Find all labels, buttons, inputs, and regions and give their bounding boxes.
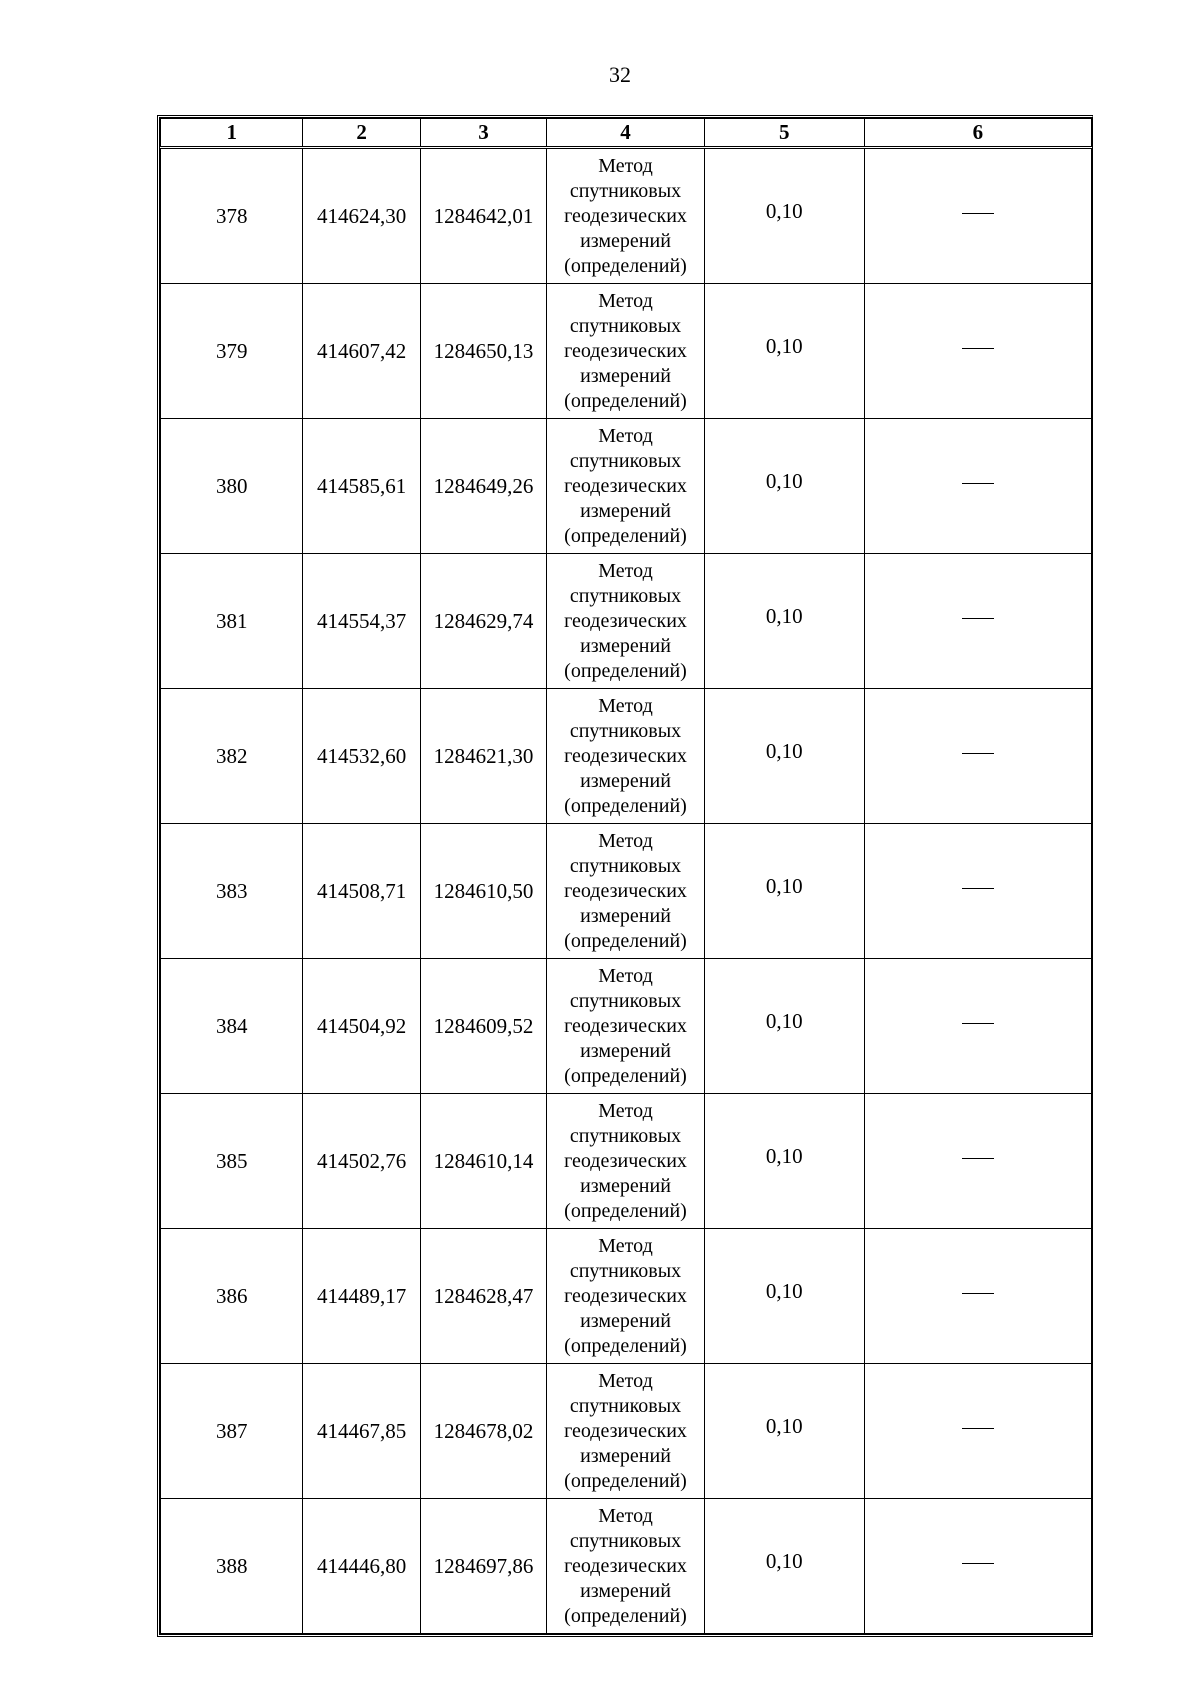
y-coordinate-cell: 1284610,14	[420, 1094, 547, 1229]
table-body	[161, 148, 1092, 1634]
y-coordinate-cell: 1284697,86	[420, 1499, 547, 1634]
method-line: (определений)	[564, 1199, 687, 1222]
x-coordinate-cell: 414489,17	[303, 1229, 420, 1364]
point-number-cell: 383	[161, 824, 303, 959]
point-number-cell: 387	[161, 1364, 303, 1499]
method-line: Метод	[598, 1234, 653, 1257]
table-row	[161, 1229, 1092, 1364]
method-line: спутниковых	[569, 179, 682, 202]
method-line: (определений)	[564, 1064, 687, 1087]
em-dash	[962, 753, 994, 754]
y-coordinate-cell: 1284642,01	[420, 148, 547, 284]
table-row	[161, 554, 1092, 689]
method-line: геодезических	[564, 204, 687, 227]
y-coordinate-cell: 1284610,50	[420, 824, 547, 959]
point-number-cell: 388	[161, 1499, 303, 1634]
method-line: спутниковых	[569, 1529, 682, 1552]
column-header-3: 3	[420, 119, 547, 148]
method-cell	[547, 1364, 704, 1499]
accuracy-cell: 0,10	[704, 419, 864, 554]
description-cell	[864, 148, 1091, 284]
method-line: Метод	[598, 694, 653, 717]
x-coordinate-cell: 414504,92	[303, 959, 420, 1094]
page-number: 32	[609, 62, 631, 87]
table-header	[161, 119, 1092, 148]
method-line: измерений	[580, 904, 671, 927]
method-line: (определений)	[564, 1604, 687, 1627]
method-line: (определений)	[564, 659, 687, 682]
accuracy-cell: 0,10	[704, 824, 864, 959]
method-line: геодезических	[564, 339, 687, 362]
y-coordinate-cell: 1284628,47	[420, 1229, 547, 1364]
method-line: спутниковых	[569, 989, 682, 1012]
accuracy-cell: 0,10	[704, 689, 864, 824]
em-dash	[962, 348, 994, 349]
column-header-2: 2	[303, 119, 420, 148]
accuracy-cell: 0,10	[704, 1364, 864, 1499]
y-coordinate-cell: 1284629,74	[420, 554, 547, 689]
x-coordinate-cell: 414624,30	[303, 148, 420, 284]
method-line: Метод	[598, 154, 653, 177]
method-line: Метод	[598, 1099, 653, 1122]
description-cell	[864, 824, 1091, 959]
method-cell	[547, 959, 704, 1094]
method-line: измерений	[580, 499, 671, 522]
x-coordinate-cell: 414585,61	[303, 419, 420, 554]
method-line: спутниковых	[569, 584, 682, 607]
method-line: геодезических	[564, 1014, 687, 1037]
method-line: спутниковых	[569, 449, 682, 472]
point-number-cell: 386	[161, 1229, 303, 1364]
em-dash	[962, 618, 994, 619]
method-line: спутниковых	[569, 1124, 682, 1147]
em-dash	[962, 213, 994, 214]
accuracy-cell: 0,10	[704, 1499, 864, 1634]
method-line: спутниковых	[569, 719, 682, 742]
method-line: Метод	[598, 289, 653, 312]
point-number-cell: 382	[161, 689, 303, 824]
description-cell	[864, 1499, 1091, 1634]
description-cell	[864, 419, 1091, 554]
method-cell	[547, 1094, 704, 1229]
accuracy-cell: 0,10	[704, 554, 864, 689]
point-number-cell: 381	[161, 554, 303, 689]
method-cell	[547, 1229, 704, 1364]
method-line: Метод	[598, 964, 653, 987]
em-dash	[962, 1563, 994, 1564]
table-row	[161, 689, 1092, 824]
point-number-cell: 385	[161, 1094, 303, 1229]
header-row	[161, 119, 1092, 148]
description-cell	[864, 1364, 1091, 1499]
em-dash	[962, 888, 994, 889]
y-coordinate-cell: 1284621,30	[420, 689, 547, 824]
method-line: измерений	[580, 769, 671, 792]
y-coordinate-cell: 1284650,13	[420, 284, 547, 419]
method-line: Метод	[598, 559, 653, 582]
table-row	[161, 148, 1092, 284]
x-coordinate-cell: 414508,71	[303, 824, 420, 959]
x-coordinate-cell: 414532,60	[303, 689, 420, 824]
description-cell	[864, 554, 1091, 689]
point-number-cell: 379	[161, 284, 303, 419]
coordinates-table-frame	[157, 115, 1093, 1637]
y-coordinate-cell: 1284649,26	[420, 419, 547, 554]
method-line: измерений	[580, 364, 671, 387]
method-line: геодезических	[564, 1554, 687, 1577]
method-line: измерений	[580, 634, 671, 657]
method-line: (определений)	[564, 389, 687, 412]
method-line: геодезических	[564, 744, 687, 767]
method-line: (определений)	[564, 1334, 687, 1357]
method-line: (определений)	[564, 524, 687, 547]
table-row	[161, 419, 1092, 554]
method-line: Метод	[598, 424, 653, 447]
x-coordinate-cell: 414446,80	[303, 1499, 420, 1634]
method-cell	[547, 554, 704, 689]
method-cell	[547, 419, 704, 554]
description-cell	[864, 1094, 1091, 1229]
em-dash	[962, 1023, 994, 1024]
method-line: Метод	[598, 1369, 653, 1392]
method-line: спутниковых	[569, 854, 682, 877]
em-dash	[962, 1158, 994, 1159]
description-cell	[864, 959, 1091, 1094]
accuracy-cell: 0,10	[704, 148, 864, 284]
table-row	[161, 1499, 1092, 1634]
method-line: Метод	[598, 829, 653, 852]
em-dash	[962, 483, 994, 484]
accuracy-cell: 0,10	[704, 1229, 864, 1364]
method-line: (определений)	[564, 794, 687, 817]
accuracy-cell: 0,10	[704, 959, 864, 1094]
method-line: спутниковых	[569, 1394, 682, 1417]
accuracy-cell: 0,10	[704, 284, 864, 419]
method-cell	[547, 824, 704, 959]
method-line: спутниковых	[569, 1259, 682, 1282]
accuracy-cell: 0,10	[704, 1094, 864, 1229]
method-line: (определений)	[564, 1469, 687, 1492]
table-row	[161, 284, 1092, 419]
method-line: (определений)	[564, 929, 687, 952]
method-line: измерений	[580, 1444, 671, 1467]
method-line: измерений	[580, 1174, 671, 1197]
method-line: геодезических	[564, 474, 687, 497]
point-number-cell: 380	[161, 419, 303, 554]
method-line: измерений	[580, 1579, 671, 1602]
method-cell	[547, 1499, 704, 1634]
y-coordinate-cell: 1284609,52	[420, 959, 547, 1094]
method-line: измерений	[580, 1309, 671, 1332]
column-header-5: 5	[704, 119, 864, 148]
point-number-cell: 378	[161, 148, 303, 284]
method-cell	[547, 148, 704, 284]
table-row	[161, 1364, 1092, 1499]
method-line: геодезических	[564, 1419, 687, 1442]
method-line: измерений	[580, 229, 671, 252]
column-header-6: 6	[864, 119, 1091, 148]
method-line: геодезических	[564, 879, 687, 902]
x-coordinate-cell: 414502,76	[303, 1094, 420, 1229]
method-cell	[547, 689, 704, 824]
method-line: измерений	[580, 1039, 671, 1062]
description-cell	[864, 284, 1091, 419]
method-line: геодезических	[564, 1149, 687, 1172]
em-dash	[962, 1293, 994, 1294]
x-coordinate-cell: 414607,42	[303, 284, 420, 419]
method-line: Метод	[598, 1504, 653, 1527]
column-header-1: 1	[161, 119, 303, 148]
description-cell	[864, 1229, 1091, 1364]
x-coordinate-cell: 414467,85	[303, 1364, 420, 1499]
method-line: геодезических	[564, 1284, 687, 1307]
table-row	[161, 824, 1092, 959]
method-cell	[547, 284, 704, 419]
point-number-cell: 384	[161, 959, 303, 1094]
table-row	[161, 1094, 1092, 1229]
y-coordinate-cell: 1284678,02	[420, 1364, 547, 1499]
column-header-4: 4	[547, 119, 704, 148]
em-dash	[962, 1428, 994, 1429]
method-line: спутниковых	[569, 314, 682, 337]
table-row	[161, 959, 1092, 1094]
x-coordinate-cell: 414554,37	[303, 554, 420, 689]
method-line: геодезических	[564, 609, 687, 632]
method-line: (определений)	[564, 254, 687, 277]
description-cell	[864, 689, 1091, 824]
coordinates-table	[160, 118, 1092, 1634]
